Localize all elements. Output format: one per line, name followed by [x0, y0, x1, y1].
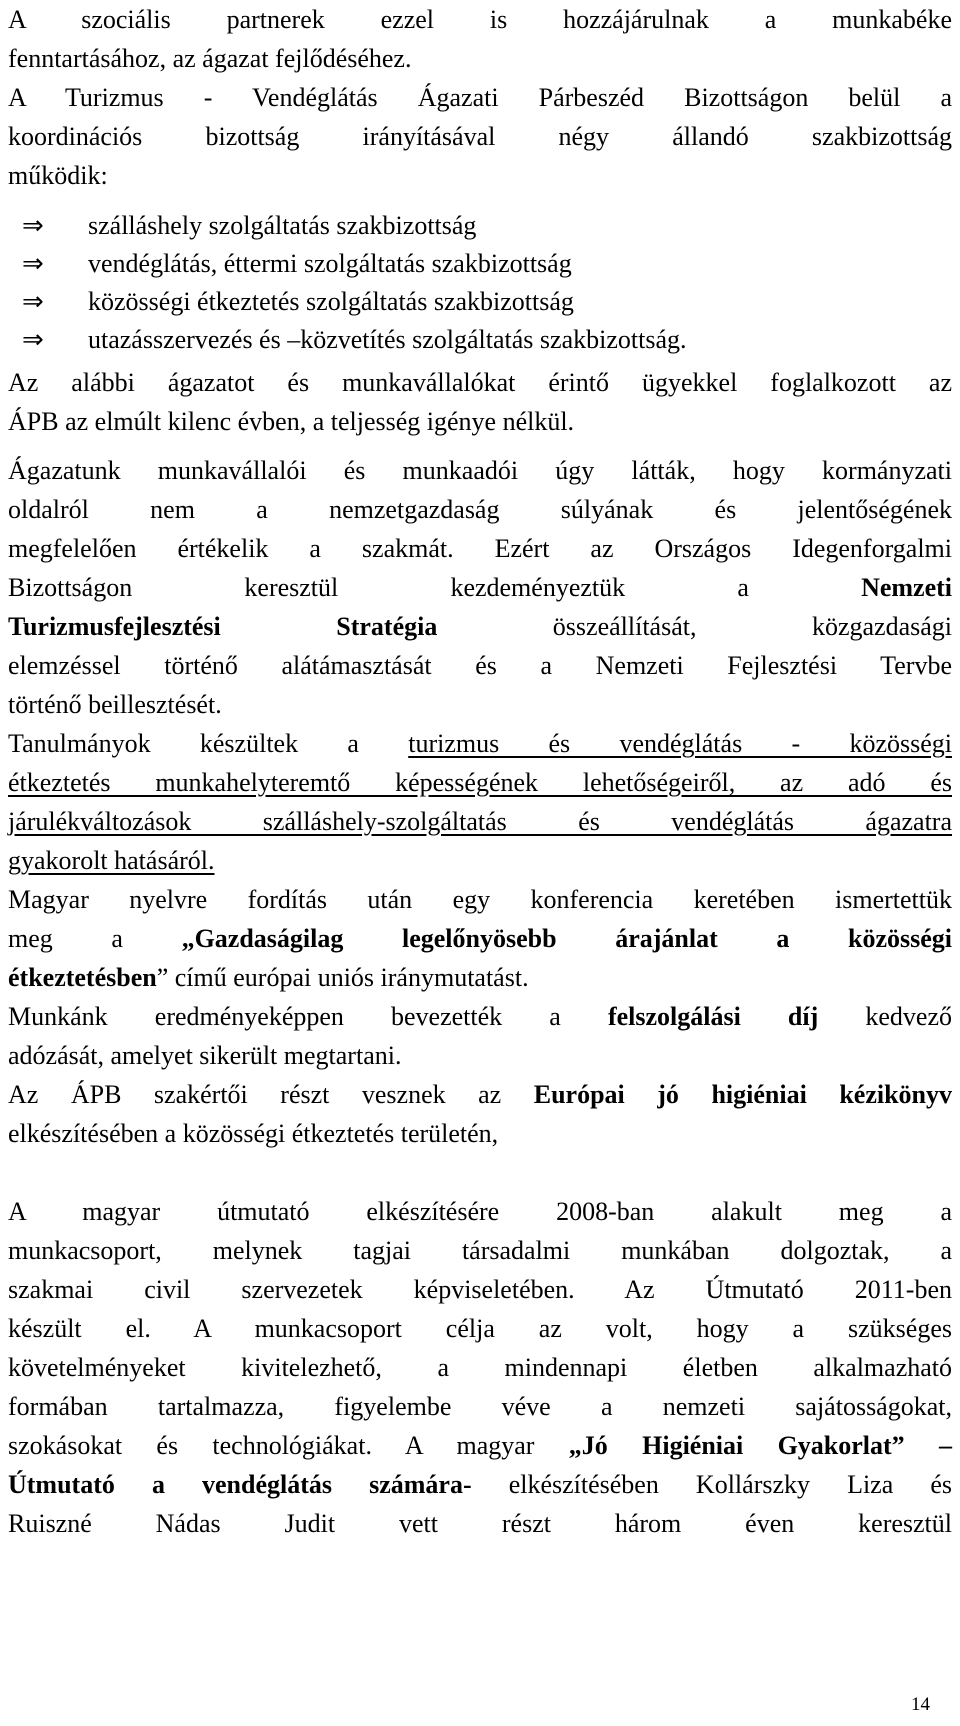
text-line: Az alábbi ágazatot és munkavállalókat érintő ügyekkel foglalkozott az	[8, 368, 952, 397]
text-line: elkészítésében a közösségi étkeztetés területén,	[8, 1119, 499, 1148]
list-item	[8, 321, 952, 359]
list-item-label: utazásszervezés és –közvetítés szolgáltatás szakbizottság.	[88, 325, 687, 354]
list-item	[8, 283, 952, 321]
text-line: szokásokat és technológiákat. A magyar „Jó Higiéniai Gyakorlat” –	[8, 1431, 952, 1460]
list-item	[8, 245, 952, 283]
text-line: követelményeket kivitelezhető, a mindennapi életben alkalmazható	[8, 1353, 952, 1382]
double-arrow-icon: ⇒	[22, 287, 44, 317]
paragraph-committee	[8, 78, 952, 195]
list-item-label: vendéglátás, éttermi szolgáltatás szakbizottság	[88, 249, 572, 278]
text-line: oldalról nem a nemzetgazdaság súlyának és jelentőségének	[8, 495, 952, 524]
text-line: gyakorolt hatásáról.	[8, 846, 215, 875]
text-line: formában tartalmazza, figyelembe véve a nemzeti sajátosságokat,	[8, 1392, 952, 1421]
text-line: adózását, amelyet sikerült megtartani.	[8, 1041, 402, 1070]
text-line: készült el. A munkacsoport célja az volt, hogy a szükséges	[8, 1314, 952, 1343]
text-line: Magyar nyelvre fordítás után egy konferencia keretében ismertettük	[8, 885, 952, 914]
text-line: A szociális partnerek ezzel is hozzájárulnak a munkabéke	[8, 5, 952, 34]
paragraph-spacer	[8, 1153, 952, 1192]
text-line: ÁPB az elmúlt kilenc évben, a teljesség igénye nélkül.	[8, 407, 575, 436]
list-item	[8, 207, 952, 245]
text-line: járulékváltozások szálláshely-szolgáltatás és vendéglátás ágazatra	[8, 807, 952, 836]
double-arrow-icon: ⇒	[22, 249, 44, 279]
text-line: A magyar útmutató elkészítésére 2008-ban alakult meg a	[8, 1197, 952, 1226]
text-line: A Turizmus - Vendéglátás Ágazati Párbeszéd Bizottságon belül a	[8, 83, 952, 112]
list-item-label: szálláshely szolgáltatás szakbizottság	[88, 211, 477, 240]
text-line: Az ÁPB szakértői részt vesznek az Európai jó higiéniai kézikönyv	[8, 1080, 952, 1109]
text-line: Munkánk eredményeképpen bevezették a felszolgálási díj kedvező	[8, 1002, 953, 1031]
text-line: fenntartásához, az ágazat fejlődéséhez.	[8, 44, 412, 73]
text-line: szakmai civil szervezetek képviseletében. Az Útmutató 2011-ben	[8, 1275, 952, 1304]
paragraph-apb-matters	[8, 363, 952, 441]
text-line: megfelelően értékelik a szakmát. Ezért az Országos Idegenforgalmi	[8, 534, 952, 563]
text-line: étkeztetésben” című európai uniós iránymutatást.	[8, 963, 529, 992]
paragraph-working-group	[8, 1192, 952, 1543]
text-line: Bizottságon keresztül kezdeményeztük a Nemzeti	[8, 573, 952, 602]
text-line: koordinációs bizottság irányításával négy állandó szakbizottság	[8, 122, 952, 151]
paragraph-conference	[8, 880, 952, 997]
document-page	[8, 0, 952, 1543]
text-line: Tanulmányok készültek a turizmus és vendéglátás - közösségi	[8, 729, 952, 758]
double-arrow-icon: ⇒	[22, 325, 44, 355]
paragraph-service-charge	[8, 997, 952, 1075]
list-item-label: közösségi étkeztetés szolgáltatás szakbizottság	[88, 287, 574, 316]
paragraph-hygiene-guide	[8, 1075, 952, 1153]
subcommittee-list	[8, 207, 952, 359]
text-line: Ruiszné Nádas Judit vett részt három éven keresztül	[8, 1509, 952, 1538]
text-line: étkeztetés munkahelyteremtő képességének lehetőségeiről, az adó és	[8, 768, 952, 797]
text-line: történő beillesztését.	[8, 690, 222, 719]
text-line: működik:	[8, 161, 108, 190]
text-line: munkacsoport, melynek tagjai társadalmi munkában dolgoztak, a	[8, 1236, 952, 1265]
paragraph-studies	[8, 724, 952, 880]
text-line: Útmutató a vendéglátás számára- elkészítésében Kollárszky Liza és	[8, 1470, 952, 1499]
page-number: 14	[911, 1694, 930, 1715]
paragraph-tourism-strategy	[8, 451, 952, 724]
text-line: meg a „Gazdaságilag legelőnyösebb árajánlat a közösségi	[8, 924, 952, 953]
text-line: Turizmusfejlesztési Stratégia összeállítását, közgazdasági	[8, 612, 952, 641]
double-arrow-icon: ⇒	[22, 211, 44, 241]
text-line: elemzéssel történő alátámasztását és a Nemzeti Fejlesztési Tervbe	[8, 651, 952, 680]
paragraph-social-partners	[8, 0, 952, 78]
text-line: Ágazatunk munkavállalói és munkaadói úgy látták, hogy kormányzati	[8, 456, 952, 485]
